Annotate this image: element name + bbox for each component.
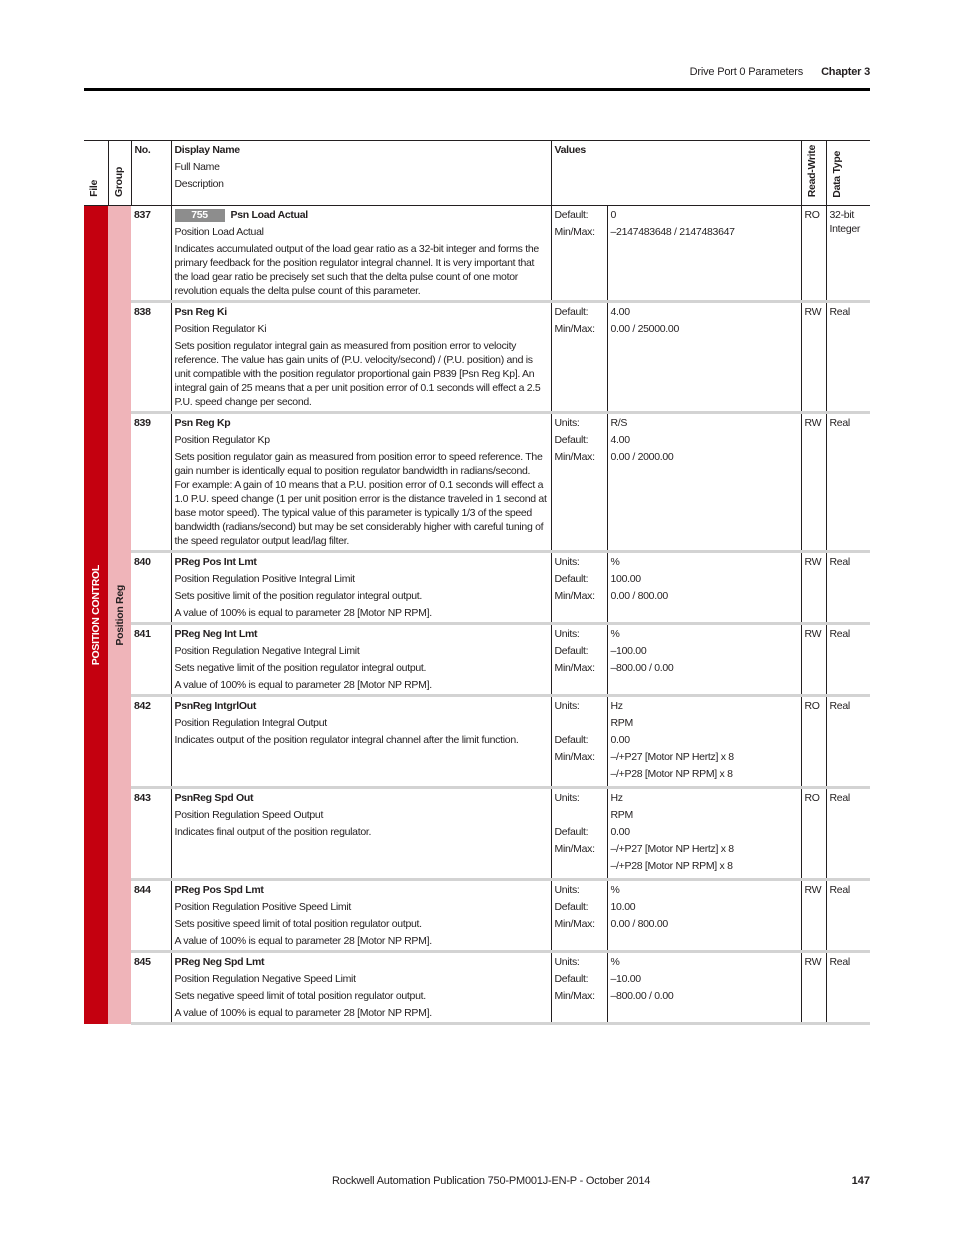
param-full-name: Position Regulator Kp (174, 434, 270, 447)
param-description: Sets positive speed limit of total position regulator output. (174, 918, 422, 931)
file-label-cell (84, 206, 108, 1024)
param-description: Sets position regulator gain as measured from position error to speed reference. The gain number is identically equal to position regulator bandwidth in radians/second. For example: A gain of 10 means that a P.U. position error of 0.1 seconds will effect a 1.0 P.U. speed change (1 per unit position error is the distance traveled in 1 second at base motor speed). The typical value of this parameter is typically 1/3 of the speed bandwidth (radians/second) but may be set considerably higher with careful tuning of the speed regulator output lead/lag filter. (174, 451, 547, 548)
value-labels (551, 206, 607, 302)
value-text: % (610, 884, 620, 897)
value-label (555, 767, 604, 781)
data-type-value: Real (826, 696, 870, 788)
value-values (607, 788, 801, 880)
value-values (607, 952, 801, 1024)
param-name-cell (171, 624, 551, 696)
read-write-value: RW (801, 413, 826, 552)
value-text: –800.00 / 0.00 (610, 662, 674, 675)
param-name-cell (171, 788, 551, 880)
param-name-cell (171, 302, 551, 413)
value-label: Units: (554, 417, 580, 430)
data-type-value: Real (826, 624, 870, 696)
param-number: 840 (131, 552, 171, 624)
col-display-name (171, 141, 551, 206)
value-values (607, 302, 801, 413)
param-display-name: PReg Pos Spd Lmt (174, 884, 264, 897)
value-label: Min/Max: (554, 590, 595, 603)
value-label: Min/Max: (554, 226, 595, 239)
value-label: Default: (554, 573, 589, 586)
value-text: –10.00 (610, 973, 641, 986)
value-text: 4.00 (610, 434, 630, 447)
read-write-value: RW (801, 952, 826, 1024)
table-row (84, 552, 870, 624)
value-text: –/+P27 [Motor NP Hertz] x 8 (610, 843, 734, 856)
param-name-cell (171, 952, 551, 1024)
param-display-name: Psn Reg Ki (174, 306, 227, 319)
value-text: 0.00 (610, 826, 630, 839)
value-label: Min/Max: (554, 662, 595, 675)
value-label: Min/Max: (554, 990, 595, 1003)
value-text: Hz (610, 792, 623, 805)
value-label: Min/Max: (554, 751, 595, 764)
value-labels (551, 880, 607, 952)
param-description: Indicates accumulated output of the load gear ratio as a 32-bit integer and forms the primary feedback for the position regulator integral channel. It is very important that the load gear ratio be precisely set such that the delta pulse count of one motor revolution equals the delta pulse count of this parameter. (174, 243, 539, 298)
read-write-value: RW (801, 552, 826, 624)
data-type-value: Real (826, 880, 870, 952)
value-label: Min/Max: (554, 918, 595, 931)
param-description: Sets position regulator integral gain as measured from position error to velocity reference. The value has gain units of (P.U. velocity/second) / (P.U. position) and is unit compatible with the position regulator proportional gain P839 [Psn Reg Kp]. An integral gain of 25 means that a per unit position error of 0.1 seconds will effect a 2.5 P.U. speed change per second. (174, 340, 541, 409)
value-label: Default: (554, 306, 589, 319)
value-label: Min/Max: (554, 843, 595, 856)
read-write-value: RO (801, 206, 826, 302)
value-label: Default: (554, 973, 589, 986)
value-text: –800.00 / 0.00 (610, 990, 674, 1003)
value-label (555, 716, 604, 730)
full-name-heading: Full Name (174, 161, 220, 173)
value-label: Units: (554, 956, 580, 969)
value-label (555, 859, 604, 873)
param-number: 842 (131, 696, 171, 788)
read-write-value: RO (801, 788, 826, 880)
table-row (84, 302, 870, 413)
value-text: –2147483648 / 2147483647 (610, 226, 735, 239)
value-labels (551, 413, 607, 552)
value-label: Min/Max: (554, 451, 595, 464)
value-label: Default: (554, 734, 589, 747)
value-label: Default: (554, 209, 589, 222)
value-values (607, 696, 801, 788)
value-labels (551, 952, 607, 1024)
value-labels (551, 302, 607, 413)
col-file: File (84, 141, 108, 206)
value-text: 4.00 (610, 306, 630, 319)
value-text: % (610, 628, 620, 641)
value-text: RPM (610, 717, 633, 730)
value-label: Units: (554, 792, 580, 805)
param-display-name: PsnReg Spd Out (174, 792, 254, 805)
value-text: –/+P28 [Motor NP RPM] x 8 (610, 768, 733, 781)
param-full-name: Position Regulation Integral Output (174, 717, 327, 730)
table-header-row (84, 141, 870, 206)
param-name-cell (171, 552, 551, 624)
param-display-name: Psn Load Actual (230, 209, 308, 222)
param-display-name: PReg Neg Int Lmt (174, 628, 258, 641)
param-full-name: Position Regulator Ki (174, 323, 267, 336)
value-label: Units: (554, 700, 580, 713)
col-data-type: Data Type (826, 141, 870, 206)
tag-755-badge: 755 (175, 209, 225, 222)
read-write-value: RW (801, 624, 826, 696)
data-type-value: Real (826, 413, 870, 552)
param-name-cell (171, 206, 551, 302)
value-text: 0.00 / 25000.00 (610, 323, 679, 336)
group-label-cell (108, 206, 131, 1024)
table-row (84, 880, 870, 952)
running-header (690, 66, 870, 78)
value-label: Units: (554, 884, 580, 897)
value-text: 100.00 (610, 573, 641, 586)
value-text: Hz (610, 700, 623, 713)
data-type-value: 32-bit Integer (826, 206, 870, 302)
value-labels (551, 788, 607, 880)
value-values (607, 880, 801, 952)
param-full-name: Position Load Actual (174, 226, 264, 239)
col-group: Group (108, 141, 131, 206)
file-label: POSITION CONTROL (90, 564, 102, 666)
param-description: Sets negative speed limit of total position regulator output. (174, 990, 426, 1003)
value-text: RPM (610, 809, 633, 822)
param-full-name: Position Regulation Speed Output (174, 809, 324, 822)
table-row (84, 788, 870, 880)
col-read-write: Read-Write (801, 141, 826, 206)
publication-footer: Rockwell Automation Publication 750-PM001J-EN-P - October 2014 (332, 1175, 651, 1187)
parameter-table (84, 140, 870, 1025)
param-description: Indicates final output of the position regulator. (174, 826, 372, 839)
read-write-value: RW (801, 880, 826, 952)
value-label: Default: (554, 434, 589, 447)
param-display-name: PReg Pos Int Lmt (174, 556, 257, 569)
value-text: 0.00 / 800.00 (610, 918, 668, 931)
value-text: 10.00 (610, 901, 636, 914)
value-text: % (610, 556, 620, 569)
group-label: Position Reg (113, 584, 126, 646)
param-full-name: Position Regulation Positive Integral Limit (174, 573, 355, 586)
param-number: 845 (131, 952, 171, 1024)
param-number: 843 (131, 788, 171, 880)
param-number: 839 (131, 413, 171, 552)
param-name-cell (171, 413, 551, 552)
value-text: –/+P28 [Motor NP RPM] x 8 (610, 860, 733, 873)
param-full-name: Position Regulation Negative Integral Limit (174, 645, 360, 658)
data-type-value: Real (826, 952, 870, 1024)
value-values (607, 206, 801, 302)
value-values (607, 624, 801, 696)
value-label: Default: (554, 645, 589, 658)
param-number: 837 (131, 206, 171, 302)
param-number: 841 (131, 624, 171, 696)
read-write-value: RO (801, 696, 826, 788)
param-display-name: PReg Neg Spd Lmt (174, 956, 265, 969)
read-write-value: RW (801, 302, 826, 413)
description-heading: Description (174, 178, 224, 190)
chapter-label: Chapter 3 (821, 66, 870, 78)
page-number: 147 (851, 1175, 870, 1187)
display-name-heading: Display Name (174, 144, 240, 156)
param-name-cell (171, 880, 551, 952)
data-type-value: Real (826, 302, 870, 413)
value-text: –/+P27 [Motor NP Hertz] x 8 (610, 751, 734, 764)
param-display-name: Psn Reg Kp (174, 417, 231, 430)
table-row (84, 206, 870, 302)
value-text: 0.00 / 800.00 (610, 590, 668, 603)
value-text: % (610, 956, 620, 969)
param-number: 838 (131, 302, 171, 413)
param-name-cell (171, 696, 551, 788)
param-full-name: Position Regulation Negative Speed Limit (174, 973, 356, 986)
param-description: Sets positive limit of the position regulator integral output. (174, 590, 423, 603)
value-label: Default: (554, 901, 589, 914)
value-label: Units: (554, 628, 580, 641)
value-values (607, 413, 801, 552)
value-text: 0 (610, 209, 617, 222)
table-row (84, 696, 870, 788)
value-text: –100.00 (610, 645, 647, 658)
param-number: 844 (131, 880, 171, 952)
value-text: 0.00 (610, 734, 630, 747)
param-description: A value of 100% is equal to parameter 28 [Motor NP RPM]. (174, 1007, 432, 1020)
value-labels (551, 624, 607, 696)
param-description: A value of 100% is equal to parameter 28 [Motor NP RPM]. (174, 607, 432, 620)
value-text: R/S (610, 417, 628, 430)
section-title: Drive Port 0 Parameters (689, 66, 804, 78)
param-description: A value of 100% is equal to parameter 28 [Motor NP RPM]. (174, 935, 432, 948)
param-description: Sets negative limit of the position regulator integral output. (174, 662, 427, 675)
param-full-name: Position Regulation Positive Speed Limit (174, 901, 352, 914)
value-label (555, 808, 604, 822)
data-type-value: Real (826, 788, 870, 880)
table-row (84, 624, 870, 696)
data-type-value: Real (826, 552, 870, 624)
value-label: Min/Max: (554, 323, 595, 336)
header-rule (84, 88, 870, 91)
value-label: Default: (554, 826, 589, 839)
param-description: A value of 100% is equal to parameter 28 [Motor NP RPM]. (174, 679, 432, 692)
col-values: Values (551, 141, 801, 206)
value-labels (551, 552, 607, 624)
value-label: Units: (554, 556, 580, 569)
col-no: No. (131, 141, 171, 206)
value-values (607, 552, 801, 624)
param-display-name: PsnReg IntgrlOut (174, 700, 257, 713)
table-row (84, 413, 870, 552)
value-text: 0.00 / 2000.00 (610, 451, 674, 464)
param-description: Indicates output of the position regulator integral channel after the limit function. (174, 734, 519, 747)
table-row (84, 952, 870, 1024)
value-labels (551, 696, 607, 788)
